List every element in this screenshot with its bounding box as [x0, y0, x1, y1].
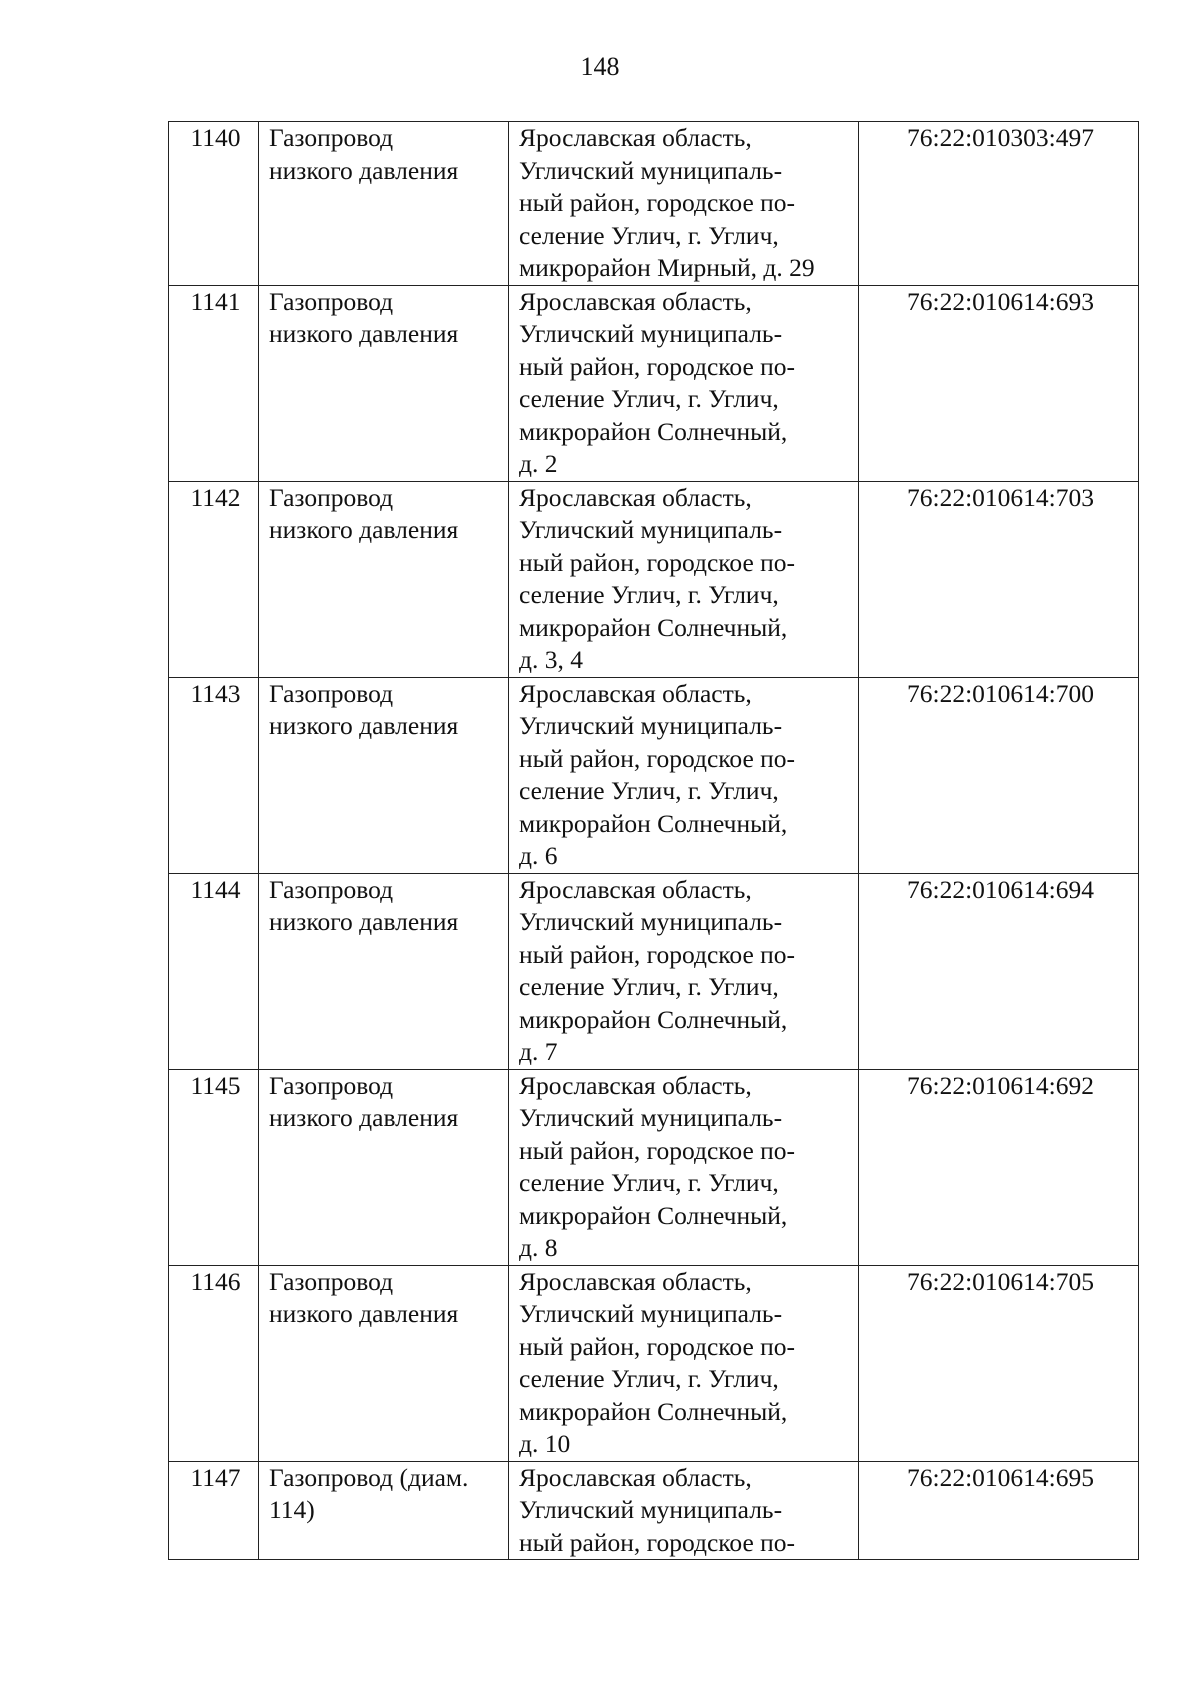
object-address-line: ный район, городское по-: [519, 743, 796, 773]
object-address-line: ный район, городское по-: [519, 188, 796, 217]
row-number: 1142: [169, 481, 259, 677]
object-address-line: Ярославская область,: [519, 1462, 752, 1492]
object-name: [259, 1461, 509, 1560]
cadastral-number: 76:22:010303:497: [859, 122, 1139, 286]
object-address-line: селение Углич, г. Углич,: [519, 972, 779, 1001]
object-name-line: низкого давления: [269, 319, 459, 348]
object-address-line: Угличский муниципаль-: [519, 1103, 783, 1132]
object-name-line: Газопровод: [269, 678, 394, 708]
object-name: [259, 1069, 509, 1265]
object-address-line: микрорайон Солнечный,: [519, 612, 788, 642]
object-address-line: Ярославская область,: [519, 874, 752, 904]
object-address-line: ный район, городское по-: [519, 547, 796, 577]
object-address: [509, 873, 859, 1069]
object-address-line: ный район, городское по-: [519, 1331, 796, 1361]
cadastral-number: 76:22:010614:703: [859, 481, 1139, 677]
object-name-line: Газопровод: [269, 123, 394, 152]
object-address-line: микрорайон Солнечный,: [519, 1004, 788, 1034]
object-address-line: селение Углич, г. Углич,: [519, 1364, 779, 1393]
object-address-line: Угличский муниципаль-: [519, 711, 783, 740]
object-address-line: микрорайон Мирный, д. 29: [519, 253, 815, 282]
object-address-line: микрорайон Солнечный,: [519, 416, 788, 446]
row-number: 1144: [169, 873, 259, 1069]
object-name-line: Газопровод: [269, 874, 394, 904]
object-address-line: д. 8: [519, 1233, 558, 1262]
cadastral-number: 76:22:010614:694: [859, 873, 1139, 1069]
object-address-line: микрорайон Солнечный,: [519, 808, 788, 838]
object-address-line: селение Углич, г. Углич,: [519, 580, 779, 609]
cadastral-number: 76:22:010614:705: [859, 1265, 1139, 1461]
object-address-line: д. 6: [519, 841, 558, 870]
row-number: 1141: [169, 285, 259, 481]
object-address-line: Ярославская область,: [519, 123, 752, 152]
object-address-line: ный район, городское по-: [519, 1527, 796, 1557]
table-row: [169, 122, 1139, 286]
object-name-line: низкого давления: [269, 1299, 459, 1328]
object-address-line: ный район, городское по-: [519, 939, 796, 969]
object-name-line: низкого давления: [269, 155, 459, 185]
object-address-line: ный район, городское по-: [519, 351, 796, 381]
object-name: [259, 285, 509, 481]
object-address-line: Ярославская область,: [519, 482, 752, 512]
object-address: [509, 677, 859, 873]
object-name-line: Газопровод: [269, 1070, 394, 1100]
object-address-line: д. 3, 4: [519, 645, 583, 674]
object-address: [509, 1265, 859, 1461]
table-row: [169, 873, 1139, 1069]
object-address-line: д. 2: [519, 449, 558, 478]
registry-table-body: [169, 122, 1139, 1560]
object-address: [509, 1069, 859, 1265]
object-address-line: Угличский муниципаль-: [519, 907, 783, 936]
object-name: [259, 481, 509, 677]
table-row: [169, 1069, 1139, 1265]
object-address-line: Угличский муниципаль-: [519, 1495, 783, 1524]
object-address-line: Угличский муниципаль-: [519, 1299, 783, 1328]
object-address-line: Угличский муниципаль-: [519, 155, 783, 185]
row-number: 1145: [169, 1069, 259, 1265]
page-number: 148: [580, 52, 620, 81]
object-address-line: ный район, городское по-: [519, 1135, 796, 1165]
object-name: [259, 677, 509, 873]
object-name-line: низкого давления: [269, 1103, 459, 1132]
cadastral-number: 76:22:010614:693: [859, 285, 1139, 481]
object-name: [259, 873, 509, 1069]
row-number: 1143: [169, 677, 259, 873]
cadastral-number: 76:22:010614:700: [859, 677, 1139, 873]
table-row: [169, 481, 1139, 677]
table-row: [169, 285, 1139, 481]
object-address-line: Ярославская область,: [519, 678, 752, 708]
object-address-line: селение Углич, г. Углич,: [519, 776, 779, 805]
cadastral-number: 76:22:010614:692: [859, 1069, 1139, 1265]
object-name-line: Газопровод (диам.: [269, 1462, 469, 1492]
table-row: [169, 1461, 1139, 1560]
object-address-line: д. 10: [519, 1429, 571, 1458]
object-address: [509, 122, 859, 286]
object-address-line: селение Углич, г. Углич,: [519, 220, 779, 250]
object-name-line: низкого давления: [269, 515, 459, 544]
object-name-line: Газопровод: [269, 1266, 394, 1296]
object-address-line: микрорайон Солнечный,: [519, 1396, 788, 1426]
registry-table: [168, 121, 1139, 1560]
object-address-line: Ярославская область,: [519, 1266, 752, 1296]
object-name: [259, 1265, 509, 1461]
object-address-line: д. 7: [519, 1037, 558, 1066]
object-name-line: Газопровод: [269, 286, 394, 316]
object-name: [259, 122, 509, 286]
object-address-line: микрорайон Солнечный,: [519, 1200, 788, 1230]
row-number: 1146: [169, 1265, 259, 1461]
row-number: 1140: [169, 122, 259, 286]
object-address: [509, 481, 859, 677]
object-address-line: Угличский муниципаль-: [519, 319, 783, 348]
object-address-line: селение Углич, г. Углич,: [519, 1168, 779, 1197]
object-address-line: селение Углич, г. Углич,: [519, 384, 779, 413]
row-number: 1147: [169, 1461, 259, 1560]
object-name-line: 114): [269, 1495, 315, 1524]
object-address-line: Ярославская область,: [519, 286, 752, 316]
object-address: [509, 1461, 859, 1560]
object-address: [509, 285, 859, 481]
object-name-line: низкого давления: [269, 907, 459, 936]
table-row: [169, 677, 1139, 873]
table-row: [169, 1265, 1139, 1461]
object-name-line: низкого давления: [269, 711, 459, 740]
object-address-line: Угличский муниципаль-: [519, 515, 783, 544]
cadastral-number: 76:22:010614:695: [859, 1461, 1139, 1560]
object-name-line: Газопровод: [269, 482, 394, 512]
object-address-line: Ярославская область,: [519, 1070, 752, 1100]
